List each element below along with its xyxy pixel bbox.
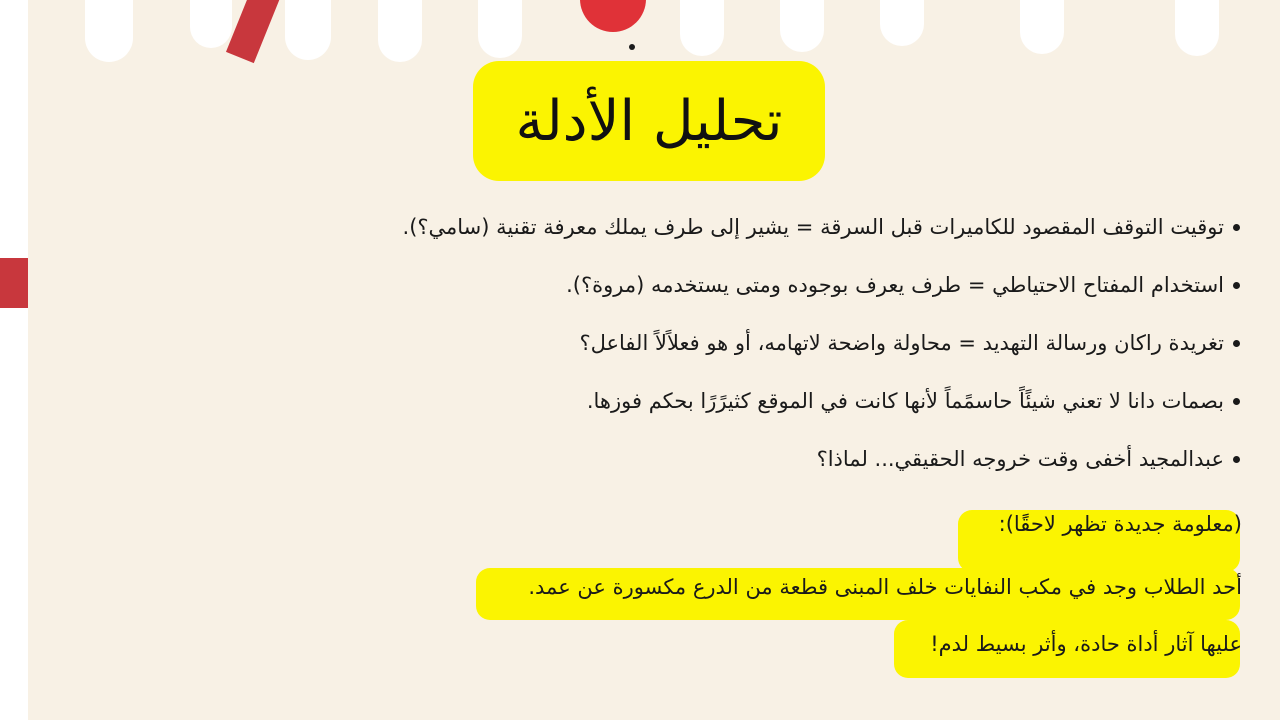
list-item-text: استخدام المفتاح الاحتياطي = طرف يعرف بوجوده ومتى يستخدمه (مروة؟). [566, 273, 1224, 297]
bullet-icon [1233, 340, 1240, 347]
list-item [340, 372, 1240, 430]
decor-scallop [780, 0, 824, 52]
list-item-text: عبدالمجيد أخفى وقت خروجه الحقيقي... لماذا؟ [816, 447, 1224, 471]
list-item [340, 198, 1240, 256]
pin-icon [580, 0, 646, 32]
title-box [473, 61, 825, 181]
decor-scallop [85, 0, 133, 62]
decor-scallop [190, 0, 232, 48]
decor-red-stripe [0, 258, 28, 308]
decor-scallop [1175, 0, 1219, 56]
list-item-text: توقيت التوقف المقصود للكاميرات قبل السرقة = يشير إلى طرف يملك معرفة تقنية (سامي؟). [402, 215, 1224, 239]
left-margin-strip [0, 0, 28, 720]
list-item [340, 256, 1240, 314]
decor-scallop [1020, 0, 1064, 54]
bullet-icon [1233, 398, 1240, 405]
note-line-1: أحد الطلاب وجد في مكب النفايات خلف المبنى قطعة من الدرع مكسورة عن عمد. [528, 575, 1242, 599]
bullet-icon [1233, 282, 1240, 289]
list-item-text: بصمات دانا لا تعني شيئًاً حاسمًماً لأنها كانت في الموقع كثيرًرًا بحكم فوزها. [586, 389, 1224, 413]
evidence-list [340, 198, 1240, 488]
list-item [340, 314, 1240, 372]
bullet-icon [1233, 456, 1240, 463]
decor-scallop [680, 0, 724, 56]
list-item [340, 430, 1240, 488]
bullet-icon [1233, 224, 1240, 231]
decor-scallop [378, 0, 422, 62]
page-title: تحليل الأدلة [515, 88, 783, 154]
pin-dot-icon [629, 44, 635, 50]
decor-scallop [285, 0, 331, 60]
note-line-2: عليها آثار أداة حادة، وأثر بسيط لدم! [930, 632, 1242, 656]
decor-scallop [880, 0, 924, 46]
note-heading: (معلومة جديدة تظهر لاحقًًا): [998, 512, 1242, 536]
decor-scallop [478, 0, 522, 58]
decor-red-stripe [226, 0, 280, 63]
list-item-text: تغريدة راكان ورسالة التهديد = محاولة واضحة لاتهامه، أو هو فعلاًلاً الفاعل؟ [579, 331, 1224, 355]
